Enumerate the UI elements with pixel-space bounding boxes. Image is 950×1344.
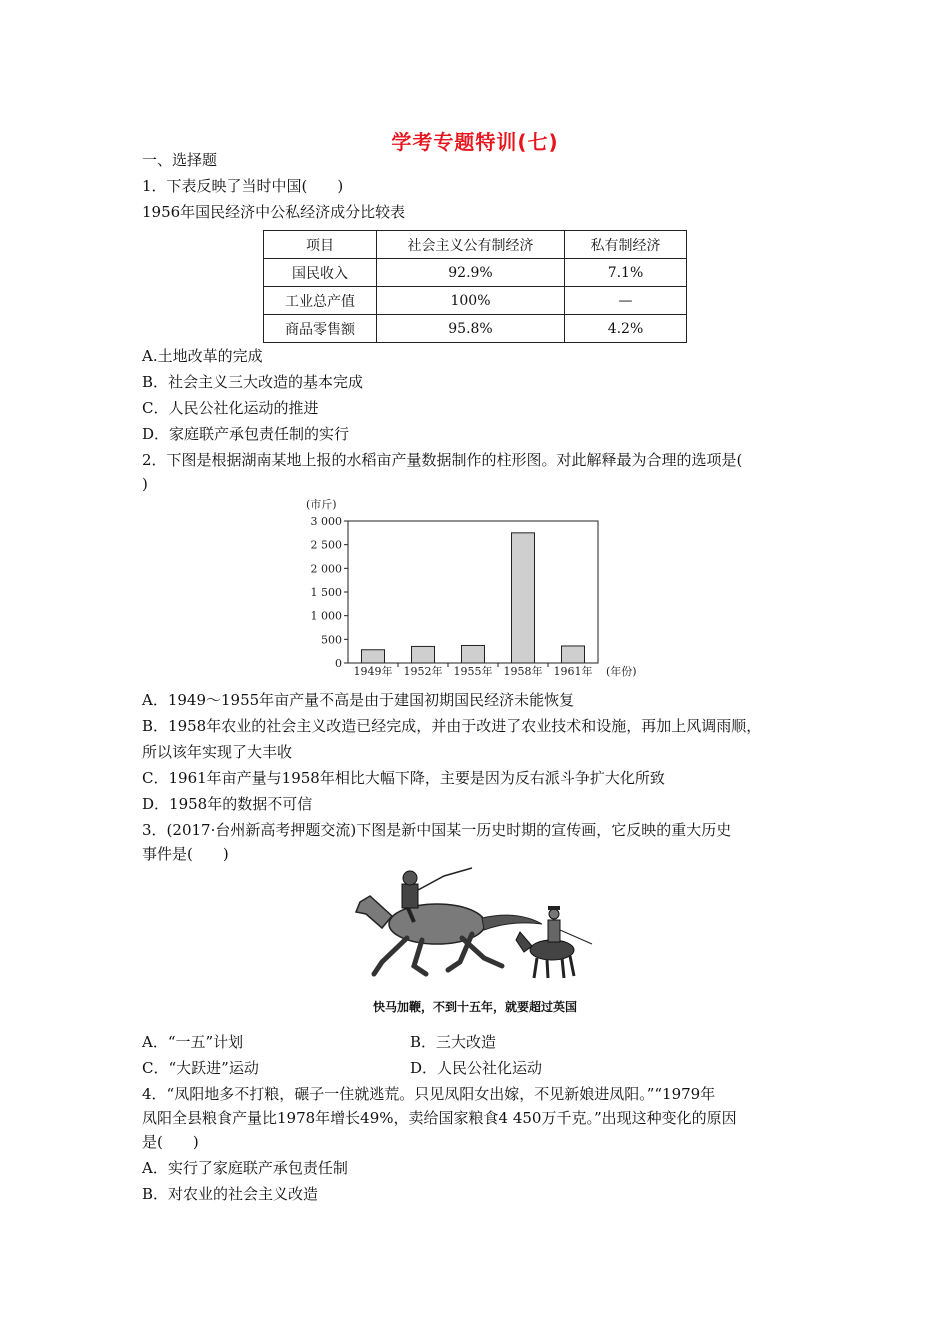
y-tick-label: 3 000 <box>310 515 342 528</box>
section-heading: 一、选择题 <box>142 151 218 169</box>
table-row <box>264 315 687 343</box>
table-cell: 95.8% <box>377 315 565 343</box>
table-cell: 92.9% <box>377 259 565 287</box>
table-header-cell: 私有制经济 <box>565 231 687 259</box>
q1-option-b: B．社会主义三大改造的基本完成 <box>142 373 364 391</box>
q3-option-d: D．人民公社化运动 <box>410 1059 543 1077</box>
bar <box>562 646 585 663</box>
q4-stem-continued: 凤阳全县粮食产量比1978年增长49%，卖给国家粮食4 450万千克。”出现这种变化的原因 <box>142 1109 737 1127</box>
y-axis-label: (市斤) <box>306 498 337 511</box>
bar <box>462 645 485 663</box>
table-row <box>264 287 687 315</box>
x-axis-label: (年份) <box>606 665 637 678</box>
plot-frame <box>348 521 598 663</box>
q4-option-a: A．实行了家庭联产承包责任制 <box>142 1159 348 1177</box>
table-cell: 100% <box>377 287 565 315</box>
q1-table <box>263 230 687 343</box>
q1-stem: 1．下表反映了当时中国( ) <box>142 177 344 195</box>
q3-option-c: C．“大跃进”运动 <box>142 1059 259 1077</box>
bar <box>362 650 385 663</box>
q2-stem-continued: ) <box>142 475 148 493</box>
x-tick-label: 1949年 <box>353 665 393 678</box>
table-header-cell: 社会主义公有制经济 <box>377 231 565 259</box>
table-header-cell: 项目 <box>264 231 377 259</box>
q2-stem: 2．下图是根据湖南某地上报的水稻亩产量数据制作的柱形图。对此解释最为合理的选项是( <box>142 451 743 469</box>
x-tick-label: 1952年 <box>403 665 443 678</box>
page-title: 学考专题特训(七) <box>391 130 559 154</box>
q2-option-d: D．1958年的数据不可信 <box>142 795 313 813</box>
q1-option-c: C．人民公社化运动的推进 <box>142 399 319 417</box>
table-cell: — <box>565 287 687 315</box>
table-cell: 国民收入 <box>264 259 377 287</box>
table-cell: 7.1% <box>565 259 687 287</box>
table-cell: 4.2% <box>565 315 687 343</box>
y-tick-label: 0 <box>335 657 342 670</box>
y-tick-label: 2 000 <box>310 562 342 576</box>
q1-table-title: 1956年国民经济中公私经济成分比较表 <box>142 203 406 221</box>
x-tick-label: 1961年 <box>553 665 593 678</box>
q4-stem: 4．“凤阳地多不打粮，碾子一住就逃荒。只见凤阳女出嫁，不见新娘进凤阳。”“1979年 <box>142 1085 716 1103</box>
propaganda-poster-image <box>352 866 602 986</box>
q1-option-a: A.土地改革的完成 <box>142 347 263 365</box>
y-tick-label: 1 500 <box>310 586 342 599</box>
rice-yield-bar-chart <box>300 494 660 686</box>
q2-option-b: B．1958年农业的社会主义改造已经完成，并由于改进了农业技术和设施，再加上风调雨顺， <box>142 717 762 735</box>
table-header-row <box>264 231 687 259</box>
bar <box>412 646 435 663</box>
table-row <box>264 259 687 287</box>
table-cell: 商品零售额 <box>264 315 377 343</box>
q1-option-d: D．家庭联产承包责任制的实行 <box>142 425 350 443</box>
poster-caption: 快马加鞭，不到十五年，就要超过英国 <box>372 1000 577 1014</box>
q4-stem-end: 是( ) <box>142 1133 199 1151</box>
x-tick-label: 1955年 <box>453 665 493 678</box>
q3-stem-continued: 事件是( ) <box>142 845 229 863</box>
y-tick-label: 500 <box>321 633 342 647</box>
x-tick-label: 1958年 <box>503 665 543 678</box>
q3-stem: 3．(2017·台州新高考押题交流)下图是新中国某一历史时期的宣传画，它反映的重大历史 <box>142 821 732 839</box>
bar <box>512 533 535 663</box>
y-tick-label: 1 000 <box>310 609 342 623</box>
y-tick-label: 2 500 <box>310 538 342 552</box>
q2-option-c: C．1961年亩产量与1958年相比大幅下降，主要是因为反右派斗争扩大化所致 <box>142 769 665 787</box>
q4-option-b: B．对农业的社会主义改造 <box>142 1185 319 1203</box>
q2-option-a: A．1949～1955年亩产量不高是由于建国初期国民经济未能恢复 <box>142 691 575 709</box>
q2-option-b-continued: 所以该年实现了大丰收 <box>142 743 293 761</box>
q3-option-b: B．三大改造 <box>410 1033 497 1051</box>
table-cell: 工业总产值 <box>264 287 377 315</box>
q3-option-a: A．“一五”计划 <box>142 1033 244 1051</box>
